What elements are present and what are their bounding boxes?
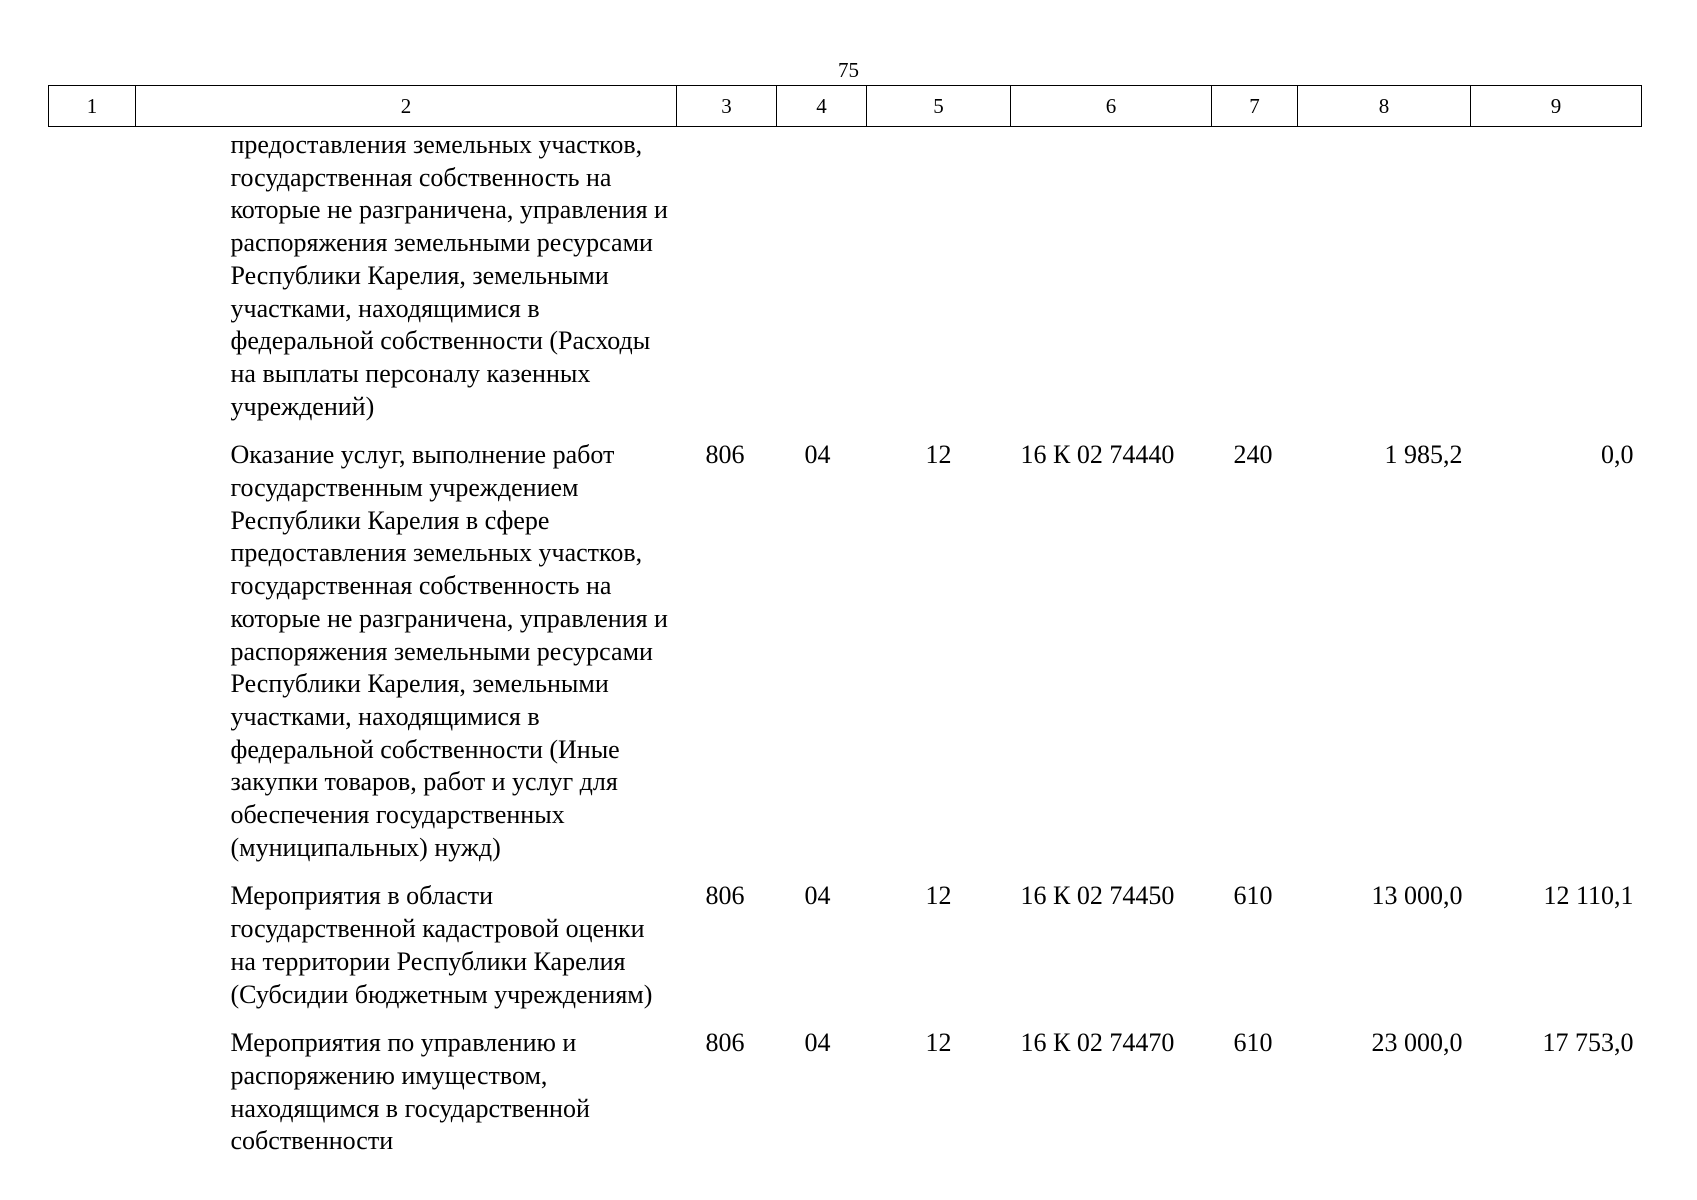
cell-executed-amount	[1471, 127, 1642, 440]
budget-table	[48, 85, 1642, 1174]
cell-row-number	[49, 127, 136, 440]
cell-subsection	[867, 127, 1011, 440]
cell-description: Оказание услуг, выполнение работ государственным учреждением Республики Карелия в сфере предоставления земельных участков, государственная собственность на которые не разграничена, управления и распоряжения земельными ресурсами Республики Карелия, земельными участками, находящимися в федеральной собственности (Иные закупки товаров, работ и услуг для обеспечения государственных (муниципальных) нужд)	[230, 440, 668, 862]
cell-expense-type: 610	[1233, 1028, 1273, 1058]
column-header-2: 2	[136, 86, 677, 127]
cell-subsection: 12	[925, 440, 952, 470]
cell-section: 04	[804, 440, 831, 470]
column-header-1: 1	[49, 86, 136, 127]
cell-subsection: 12	[925, 1028, 952, 1058]
cell-target-article: 16 К 02 74450	[1020, 881, 1175, 911]
cell-row-number	[49, 439, 136, 880]
cell-description: Мероприятия в области государственной кадастровой оценки на территории Республики Карелия (Субсидии бюджетным учреждениям)	[230, 881, 653, 1009]
page-number: 75	[838, 58, 859, 82]
cell-expense-type	[1212, 127, 1298, 440]
column-header-4: 4	[777, 86, 867, 127]
cell-ministry-code: 806	[705, 440, 745, 470]
table-row	[49, 127, 1642, 440]
cell-row-number	[49, 1027, 136, 1174]
cell-ministry-code: 806	[705, 1028, 745, 1058]
table-row	[49, 880, 1642, 1027]
cell-section: 04	[804, 1028, 831, 1058]
table-row	[49, 1027, 1642, 1174]
cell-target-article: 16 К 02 74470	[1020, 1028, 1175, 1058]
table-body	[49, 127, 1642, 1175]
cell-section: 04	[804, 881, 831, 911]
column-header-9: 9	[1471, 86, 1642, 127]
cell-section	[777, 127, 867, 440]
column-header-5: 5	[867, 86, 1011, 127]
cell-planned-amount	[1298, 127, 1471, 440]
cell-subsection: 12	[925, 881, 952, 911]
cell-description: Мероприятия по управлению и распоряжению имуществом, находящимся в государственной собственности	[230, 1028, 590, 1156]
cell-planned-amount: 13 000,0	[1371, 881, 1463, 911]
cell-executed-amount: 0,0	[1601, 440, 1634, 470]
column-header-6: 6	[1011, 86, 1212, 127]
cell-target-article	[1011, 127, 1212, 440]
table-header	[49, 86, 1642, 127]
cell-executed-amount: 12 110,1	[1543, 881, 1634, 911]
cell-target-article: 16 К 02 74440	[1020, 440, 1175, 470]
cell-executed-amount: 17 753,0	[1542, 1028, 1634, 1058]
cell-row-number	[49, 880, 136, 1027]
cell-ministry-code	[677, 127, 777, 440]
column-header-8: 8	[1298, 86, 1471, 127]
column-header-3: 3	[677, 86, 777, 127]
column-header-7: 7	[1212, 86, 1298, 127]
cell-planned-amount: 1 985,2	[1384, 440, 1463, 470]
cell-description: предоставления земельных участков, государственная собственность на которые не разграничена, управления и распоряжения земельными ресурсами Республики Карелия, земельными участками, находящимися в федеральной собственности (Расходы на выплаты персоналу казенных учреждений)	[230, 130, 668, 421]
cell-ministry-code: 806	[705, 881, 745, 911]
header-row	[49, 86, 1642, 127]
table-row	[49, 439, 1642, 880]
cell-expense-type: 240	[1233, 440, 1273, 470]
cell-expense-type: 610	[1233, 881, 1273, 911]
cell-planned-amount: 23 000,0	[1371, 1028, 1463, 1058]
